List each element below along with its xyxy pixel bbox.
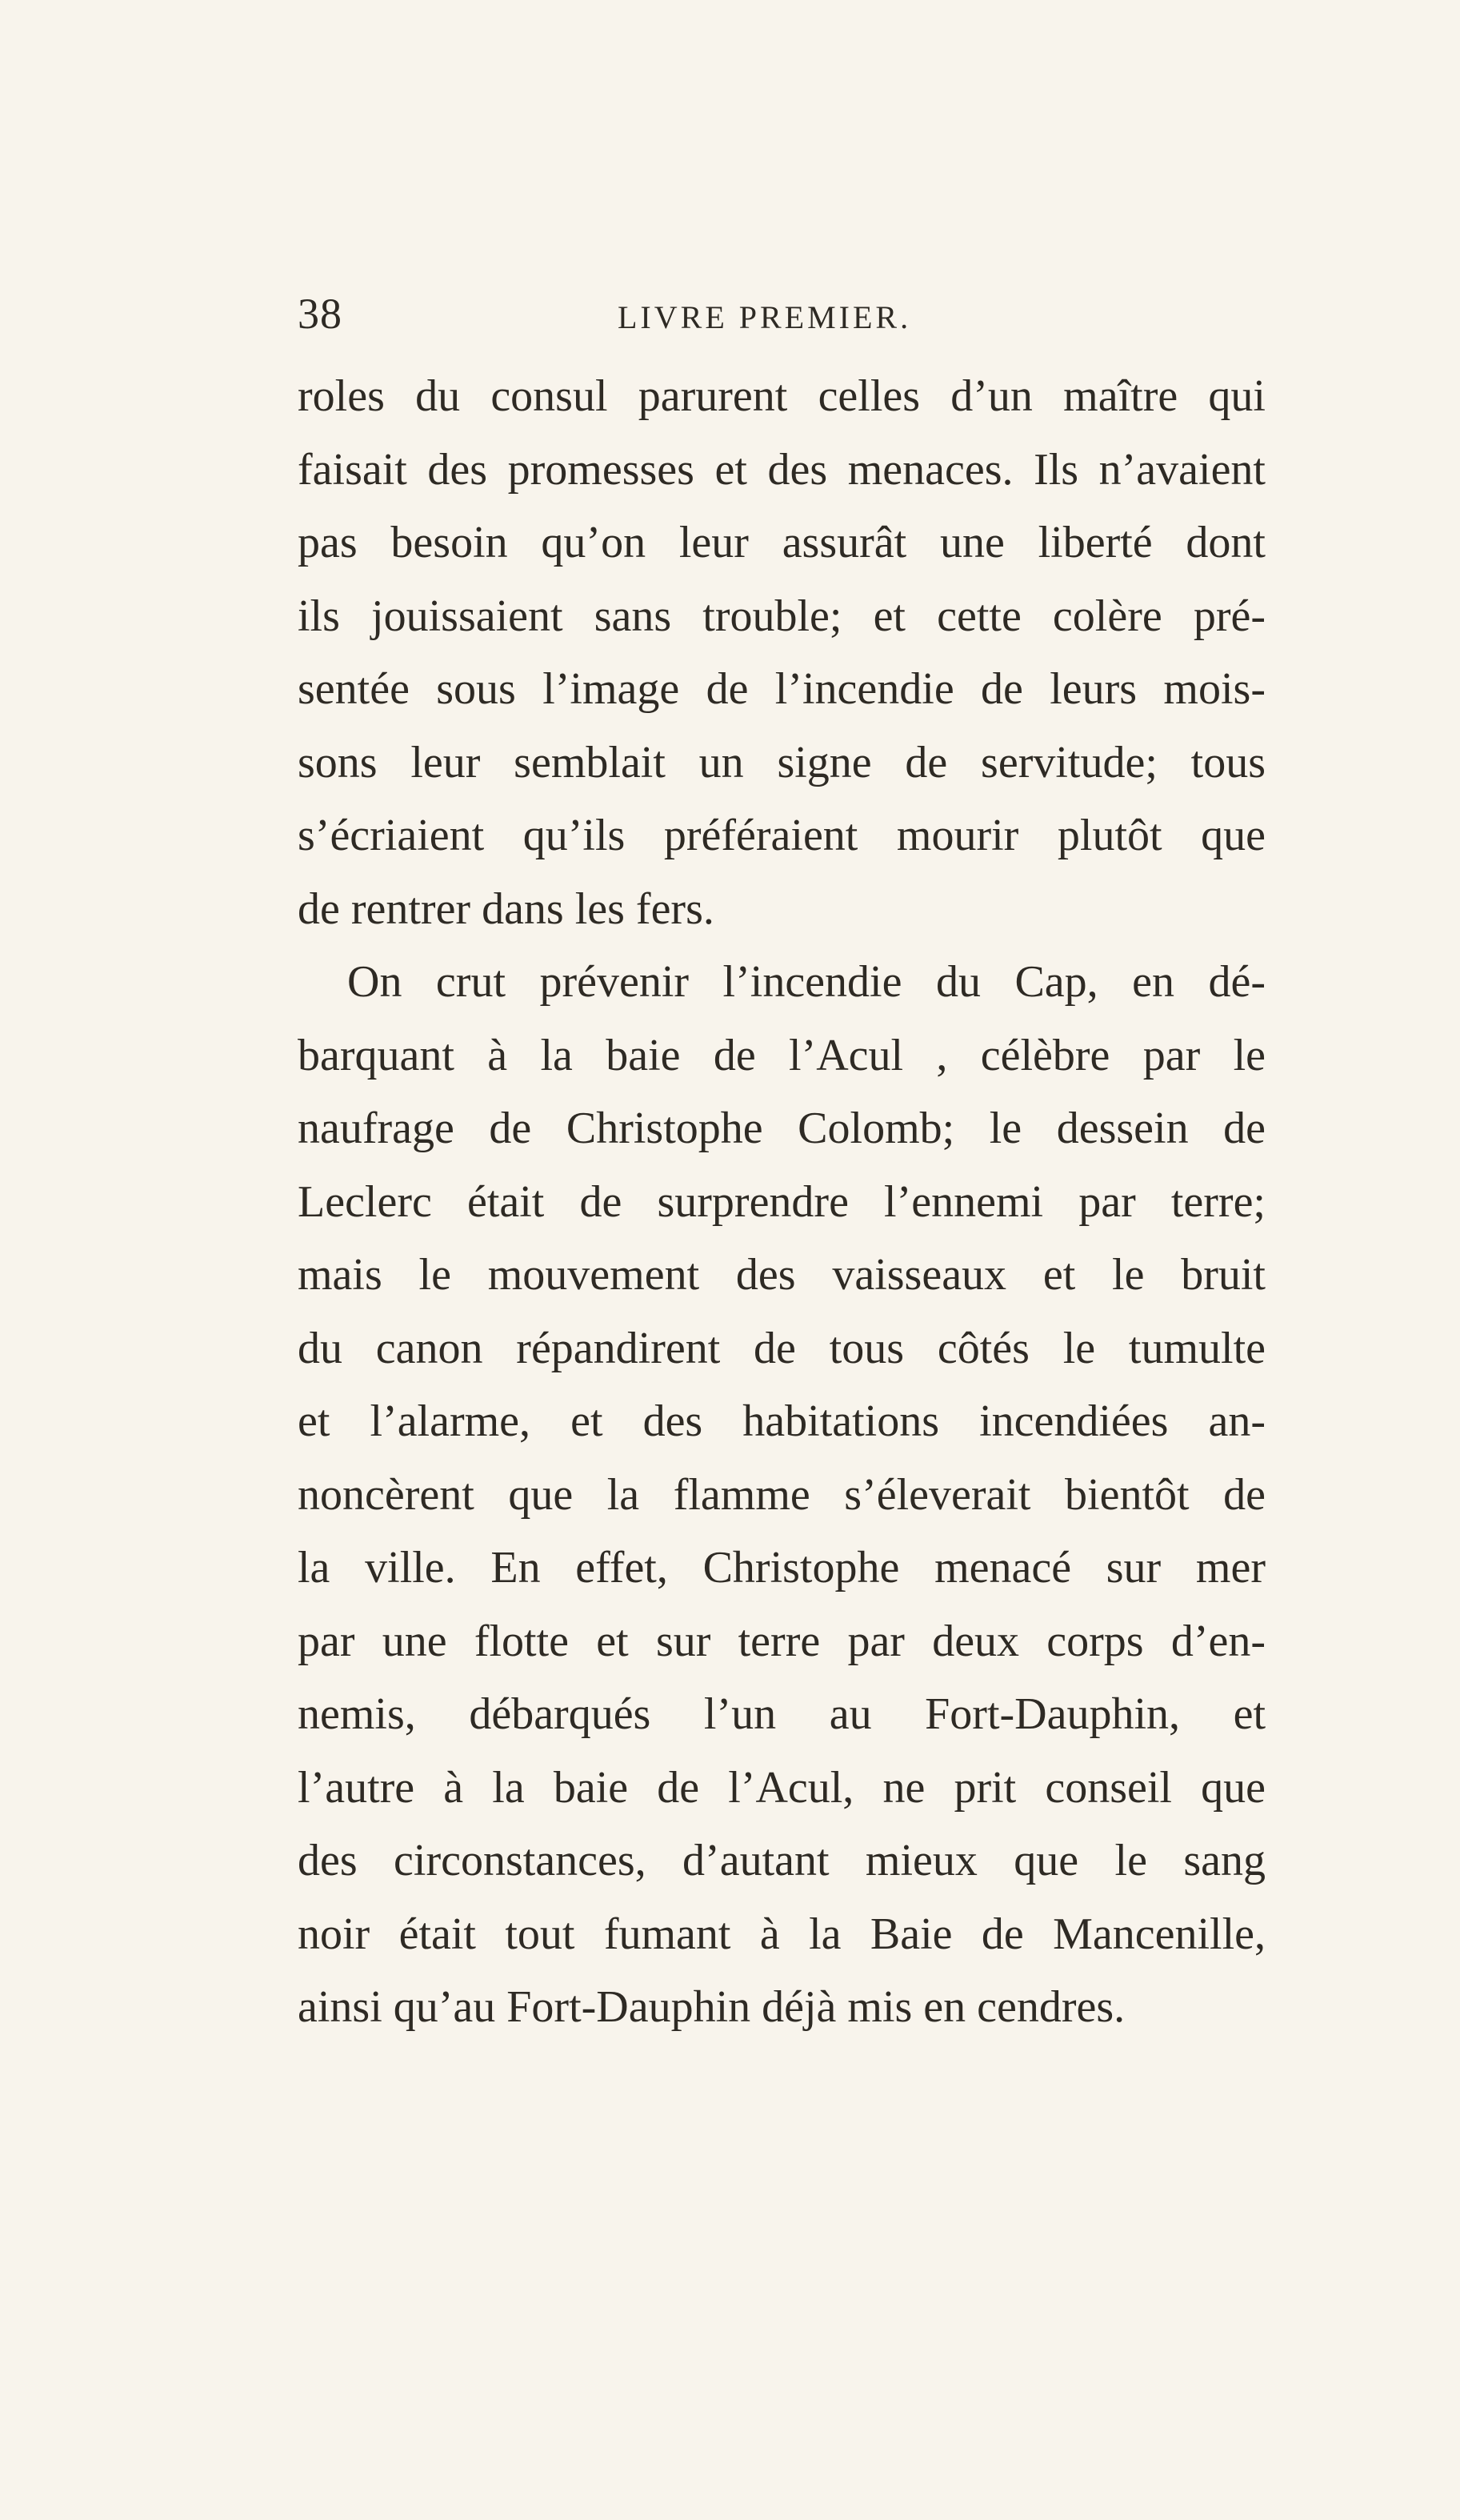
- text-line-paragraph-end: ainsi qu’au Fort-Dauphin déjà mis en cendres.: [298, 1982, 1126, 2032]
- body-text: [298, 360, 1266, 2045]
- page-number: 38: [298, 290, 342, 338]
- text-line: nemis, débarqués l’un au Fort-Dauphin, et: [298, 1689, 1266, 1739]
- text-line: la ville. En effet, Christophe menacé sur mer: [298, 1543, 1266, 1593]
- text-line: noir était tout fumant à la Baie de Mancenille,: [298, 1909, 1266, 1959]
- text-line: sentée sous l’image de l’incendie de leurs mois-: [298, 664, 1266, 714]
- text-line: faisait des promesses et des menaces. Ils n’avaient: [298, 444, 1266, 495]
- text-line-paragraph-end: de rentrer dans les fers.: [298, 883, 714, 934]
- text-line: s’écriaient qu’ils préféraient mourir plutôt que: [298, 811, 1266, 860]
- text-line: naufrage de Christophe Colomb; le dessein de: [298, 1104, 1266, 1153]
- text-line: sons leur semblait un signe de servitude; tous: [298, 737, 1266, 787]
- text-line: l’autre à la baie de l’Acul, ne prit conseil que: [298, 1762, 1266, 1813]
- text-line: barquant à la baie de l’Acul , célèbre par le: [298, 1030, 1266, 1080]
- text-line: du canon répandirent de tous côtés le tumulte: [298, 1323, 1266, 1373]
- text-line: des circonstances, d’autant mieux que le sang: [298, 1836, 1266, 1885]
- text-line: Leclerc était de surprendre l’ennemi par terre;: [298, 1176, 1266, 1227]
- text-line: roles du consul parurent celles d’un maître qui: [298, 371, 1266, 421]
- text-line: ils jouissaient sans trouble; et cette colère pré-: [298, 591, 1266, 641]
- running-head: LIVRE PREMIER.: [618, 299, 912, 335]
- text-line: mais le mouvement des vaisseaux et le bruit: [298, 1250, 1266, 1300]
- text-line: pas besoin qu’on leur assurât une liberté dont: [298, 518, 1266, 567]
- text-line: et l’alarme, et des habitations incendiées an-: [298, 1396, 1266, 1446]
- text-line-paragraph-start: On crut prévenir l’incendie du Cap, en dé-: [347, 957, 1266, 1007]
- text-line: par une flotte et sur terre par deux corps d’en-: [298, 1616, 1266, 1666]
- text-line: noncèrent que la flamme s’éleverait bientôt de: [298, 1469, 1266, 1520]
